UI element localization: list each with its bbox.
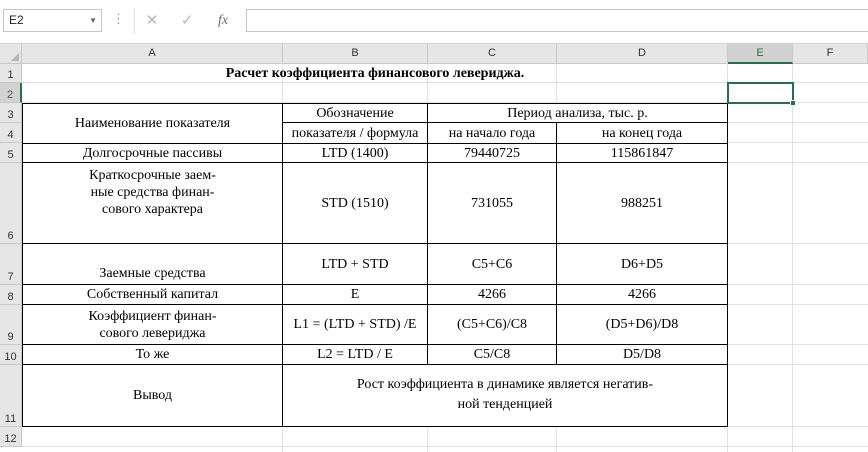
conclusion-line: ной тенденцией	[457, 397, 553, 412]
designation-cell[interactable]: L1 = (LTD + STD) /E	[283, 305, 428, 345]
start-value-cell[interactable]: 731055	[428, 163, 557, 244]
header-designation-line2[interactable]: показателя / формула	[283, 123, 428, 144]
name-box-value: E2	[9, 13, 24, 27]
column-header-a[interactable]: A	[22, 44, 283, 64]
row-header-11[interactable]: 11	[0, 365, 22, 427]
name-box[interactable]	[3, 9, 102, 32]
row-header-5[interactable]: 5	[0, 143, 22, 163]
designation-cell[interactable]: STD (1510)	[283, 163, 428, 244]
formula-bar-separator	[134, 8, 135, 34]
header-period[interactable]: Период анализа, тыс. р.	[428, 103, 728, 123]
indicator-line: Коэффициент финан-	[88, 308, 217, 324]
end-value-cell[interactable]: (D5+D6)/D8	[557, 305, 728, 345]
start-value-cell[interactable]: C5+C6	[428, 244, 557, 285]
conclusion-label[interactable]: Вывод	[22, 365, 283, 427]
row-header-9[interactable]: 9	[0, 305, 22, 345]
gridline	[22, 446, 868, 447]
designation-cell[interactable]: L2 = LTD / E	[283, 345, 428, 365]
fill-handle[interactable]	[790, 100, 796, 106]
end-value-cell[interactable]: D5/D8	[557, 345, 728, 365]
insert-function-button[interactable]	[208, 9, 238, 32]
header-indicator[interactable]: Наименование показателя	[22, 103, 283, 144]
header-end[interactable]: на конец года	[557, 123, 728, 144]
row-header-1[interactable]: 1	[0, 64, 22, 83]
chevron-down-icon[interactable]: ▼	[89, 16, 97, 25]
indicator-cell[interactable]	[22, 305, 283, 345]
formula-bar	[0, 0, 868, 44]
formula-input[interactable]	[246, 9, 868, 32]
vertical-dots-icon: ⋮	[112, 11, 124, 26]
row-header-12[interactable]: 12	[0, 427, 22, 447]
indicator-cell[interactable]: Собственный капитал	[22, 285, 283, 305]
column-header-c[interactable]: C	[428, 44, 557, 64]
column-header-b[interactable]: B	[283, 44, 428, 64]
start-value-cell[interactable]: (C5+C6)/C8	[428, 305, 557, 345]
header-designation-line1[interactable]: Обозначение	[283, 103, 428, 123]
column-header-d[interactable]: D	[557, 44, 728, 64]
row-header-8[interactable]: 8	[0, 285, 22, 305]
designation-cell[interactable]: LTD (1400)	[283, 144, 428, 163]
select-all-button[interactable]	[0, 44, 22, 64]
row-header-10[interactable]: 10	[0, 345, 22, 365]
header-start[interactable]: на начало года	[428, 123, 557, 144]
check-icon[interactable]: ✓	[180, 12, 194, 29]
conclusion-line: Рост коэффициента в динамике является негатив-	[356, 377, 654, 392]
active-cell-selection[interactable]	[727, 82, 794, 104]
designation-cell[interactable]: LTD + STD	[283, 244, 428, 285]
conclusion-text[interactable]	[283, 365, 728, 427]
end-value-cell[interactable]: 4266	[557, 285, 728, 305]
start-value-cell[interactable]: 79440725	[428, 144, 557, 163]
indicator-line: сового характера	[101, 202, 204, 217]
indicator-cell[interactable]	[22, 163, 283, 244]
start-value-cell[interactable]: 4266	[428, 285, 557, 305]
row-header-3[interactable]: 3	[0, 103, 22, 123]
row-header-7[interactable]: 7	[0, 244, 22, 285]
indicator-cell[interactable]: То же	[22, 345, 283, 365]
indicator-cell[interactable]: Долгосрочные пассивы	[22, 144, 283, 163]
end-value-cell[interactable]: 988251	[557, 163, 728, 244]
indicator-cell[interactable]: Заемные средства	[22, 244, 283, 285]
indicator-line: Краткосрочные заем-	[89, 168, 216, 183]
row-header-2[interactable]: 2	[0, 83, 22, 103]
start-value-cell[interactable]: C5/C8	[428, 345, 557, 365]
column-header-e[interactable]: E	[728, 44, 793, 64]
column-header-f[interactable]: F	[793, 44, 868, 64]
sheet-title[interactable]: Расчет коэффициента финансового левериджа.	[225, 66, 525, 81]
designation-cell[interactable]: E	[283, 285, 428, 305]
function-icon: fx	[217, 13, 229, 28]
close-icon[interactable]: ✕	[145, 12, 159, 29]
indicator-line: сового левериджа	[99, 325, 206, 341]
end-value-cell[interactable]: 115861847	[557, 144, 728, 163]
end-value-cell[interactable]: D6+D5	[557, 244, 728, 285]
row-header-6[interactable]: 6	[0, 163, 22, 244]
row-header-4[interactable]: 4	[0, 123, 22, 143]
indicator-line: ные средства финан-	[90, 185, 215, 200]
